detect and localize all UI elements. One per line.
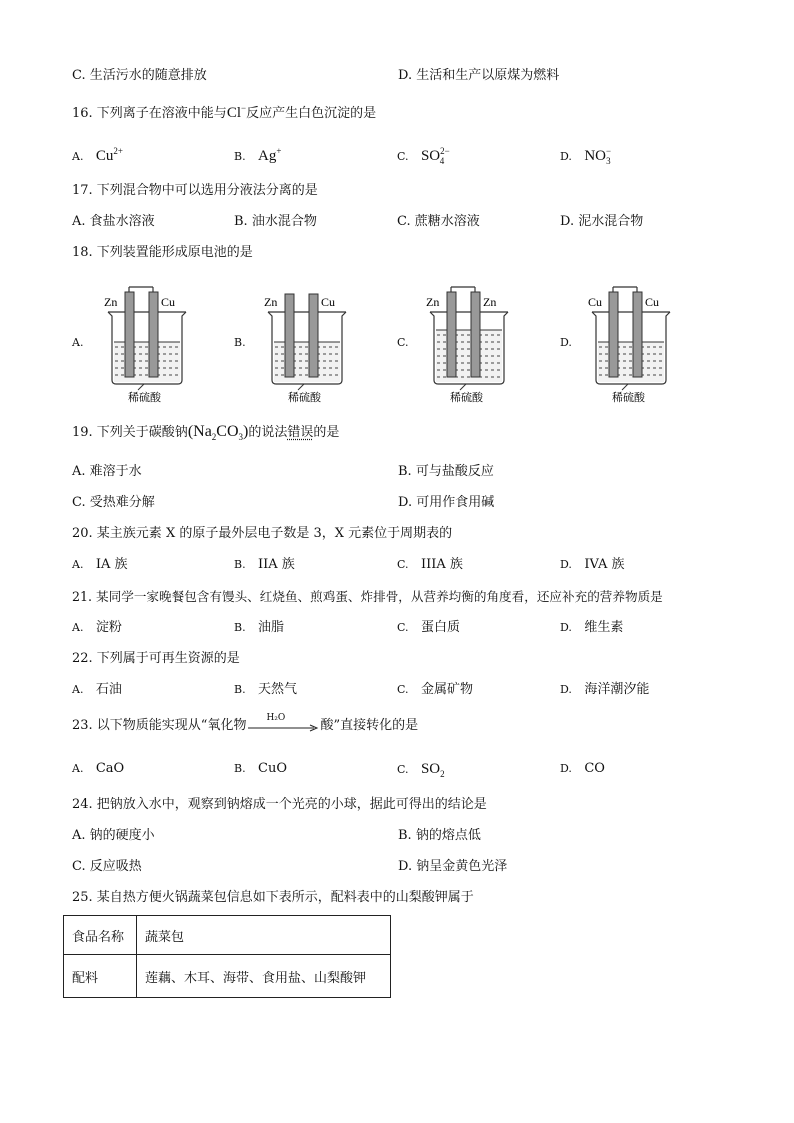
q22-option-b: B. 天然气 [234, 682, 298, 697]
q25-stem: 25. 某自热方便火锅蔬菜包信息如下表所示，配料表中的山梨酸钾属于 [72, 890, 474, 905]
q20-option-b: B. IIA 族 [234, 557, 295, 572]
q23-stem: 23. 以下物质能实现从“氧化物 H₂O 酸”直接转化的是 [72, 713, 419, 733]
electrode-left-label: Zn [104, 295, 118, 309]
acid-label: 稀硫酸 [612, 391, 645, 404]
q20-option-c: C. IIIA 族 [397, 557, 463, 572]
acid-label: 稀硫酸 [450, 391, 483, 404]
q20-option-a: A. IA 族 [72, 557, 128, 572]
q23-option-d: D. CO [560, 761, 605, 776]
q18-option-a-label: A. [72, 336, 84, 349]
q22-option-d: D. 海洋潮汐能 [560, 682, 650, 697]
electrode-left-label: Zn [426, 295, 440, 309]
q22-stem: 22. 下列属于可再生资源的是 [72, 651, 240, 666]
q21-stem: 21. 某同学一家晚餐包含有馒头、红烧鱼、煎鸡蛋、炸排骨，从营养均衡的角度看，还应补充的营养物质是 [72, 589, 663, 604]
q20-stem: 20. 某主族元素 X 的原子最外层电子数是 3，X 元素位于周期表的 [72, 526, 453, 541]
q22-option-a: A. 石油 [72, 682, 122, 697]
q17-option-c: C. 蔗糖水溶液 [397, 214, 480, 229]
q21-option-b: B. 油脂 [234, 620, 285, 635]
table-cell: 莲藕、木耳、海带、食用盐、山梨酸钾 [137, 955, 391, 998]
acid-label: 稀硫酸 [128, 391, 161, 404]
q17-stem: 17. 下列混合物中可以选用分液法分离的是 [72, 183, 318, 198]
q15-option-d: D. 生活和生产以原煤为燃料 [398, 68, 560, 83]
reaction-arrow: H₂O [246, 718, 320, 734]
q16-stem: 16. 下列离子在溶液中能与Cl−反应产生白色沉淀的是 [72, 103, 377, 121]
q19-option-a: A. 难溶于水 [72, 464, 142, 479]
q24-option-b: B. 钠的熔点低 [398, 828, 481, 843]
q16-option-b: B. Ag+ [234, 146, 282, 164]
q18-option-c-label: C. [397, 336, 409, 349]
galvanic-cell-c-diagram [420, 284, 516, 404]
galvanic-cell-b-diagram [258, 284, 354, 404]
galvanic-cell-d-diagram [582, 284, 678, 404]
q21-option-d: D. 维生素 [560, 620, 624, 635]
arrow-icon [246, 718, 320, 734]
table-row [64, 955, 391, 998]
electrode-right-label: Cu [321, 295, 336, 309]
q21-option-c: C. 蛋白质 [397, 620, 460, 635]
electrode-right-label: Cu [645, 295, 660, 309]
table-cell: 配料 [64, 955, 137, 998]
electrode-right-label: Zn [483, 295, 497, 309]
q23-option-a: A. CaO [72, 761, 125, 776]
q19-stem: 19. 下列关于碳酸钠$(Na_2CO_3)$的说法错误的是 [72, 423, 340, 443]
q17-option-b: B. 油水混合物 [234, 214, 317, 229]
q24-option-d: D. 钠呈金黄色光泽 [398, 859, 508, 874]
q24-option-c: C. 反应吸热 [72, 859, 142, 874]
q16-option-a: A. $Cu^{2+}$ [72, 146, 123, 164]
q25-info-table [63, 915, 391, 998]
q23-option-b: B. CuO [234, 761, 287, 776]
q22-option-c: C. 金属矿物 [397, 682, 473, 697]
q23-option-c: C. $SO_2$ [397, 761, 445, 779]
electrode-left-label: Zn [264, 295, 278, 309]
acid-label: 稀硫酸 [288, 391, 321, 404]
q21-option-a: A. 淀粉 [72, 620, 122, 635]
q24-option-a: A. 钠的硬度小 [72, 828, 155, 843]
table-cell: 蔬菜包 [137, 916, 391, 955]
q18-stem: 18. 下列装置能形成原电池的是 [72, 245, 253, 260]
electrode-left-label: Cu [588, 295, 603, 309]
q18-option-b-label: B. [234, 336, 246, 349]
table-row [64, 916, 391, 955]
q20-option-d: D. IVA 族 [560, 557, 625, 572]
q17-option-d: D. 泥水混合物 [560, 214, 644, 229]
galvanic-cell-a-diagram [98, 284, 194, 404]
q16-option-d: D. $NO^-_3$ [560, 146, 612, 166]
electrode-right-label: Cu [161, 295, 176, 309]
q18-option-d-label: D. [560, 336, 572, 349]
q17-option-a: A. 食盐水溶液 [72, 214, 155, 229]
q16-option-c: C. $SO^{2-}_4$ [397, 146, 450, 166]
q19-option-b: B. 可与盐酸反应 [398, 464, 494, 479]
table-cell: 食品名称 [64, 916, 137, 955]
q19-option-d: D. 可用作食用碱 [398, 495, 495, 510]
q24-stem: 24. 把钠放入水中，观察到钠熔成一个光亮的小球，据此可得出的结论是 [72, 797, 487, 812]
q15-option-c: C. 生活污水的随意排放 [72, 68, 207, 83]
q19-option-c: C. 受热难分解 [72, 495, 155, 510]
